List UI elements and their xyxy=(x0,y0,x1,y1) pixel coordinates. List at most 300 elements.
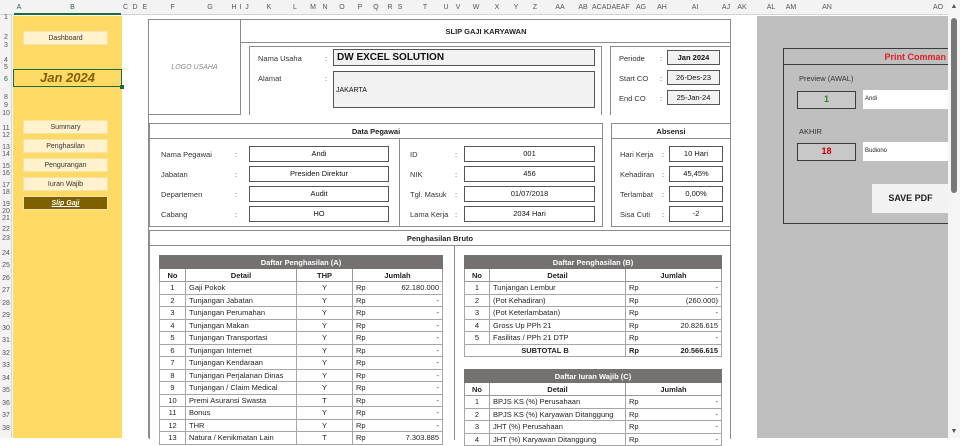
table-row xyxy=(160,382,443,395)
subtotal-label: SUBTOTAL B xyxy=(465,344,626,357)
row-detail: Gross Up PPh 21 xyxy=(490,319,626,332)
row-header-9[interactable]: 9 xyxy=(4,102,8,109)
row-header-14[interactable]: 14 xyxy=(2,151,10,158)
row-header-32[interactable]: 32 xyxy=(2,350,10,357)
table-row xyxy=(160,319,443,332)
department-label: Departemen xyxy=(161,190,203,199)
col-thp: THP xyxy=(297,269,353,282)
row-header-17[interactable]: 17 xyxy=(2,182,10,189)
work-days-value: 10 Hari xyxy=(669,146,723,162)
row-header-3[interactable]: 3 xyxy=(4,42,8,49)
row-currency: Rp xyxy=(626,282,656,295)
end-number-input[interactable]: 18 xyxy=(797,143,856,161)
column-header-bar xyxy=(0,0,948,15)
row-detail: Bonus xyxy=(186,407,297,420)
table-row xyxy=(160,369,443,382)
row-no: 8 xyxy=(160,369,186,382)
column-header-aj[interactable]: AJ xyxy=(721,4,731,11)
row-no: 4 xyxy=(465,319,490,332)
row-amount: - xyxy=(656,307,722,320)
join-date-label: Tgl. Masuk xyxy=(410,190,447,199)
row-detail: THR xyxy=(186,419,297,432)
period-selected-cell[interactable] xyxy=(13,69,122,87)
row-amount: (260.000) xyxy=(656,294,722,307)
employee-id-value: 001 xyxy=(464,146,595,162)
col-amount: Jumlah xyxy=(353,269,443,282)
row-thp: Y xyxy=(297,382,353,395)
row-no: 13 xyxy=(160,432,186,445)
income-a-caption: Daftar Penghasilan (A) xyxy=(160,256,443,269)
row-header-21[interactable]: 21 xyxy=(2,215,10,222)
row-detail: (Pot Kehadiran) xyxy=(490,294,626,307)
row-thp: Y xyxy=(297,419,353,432)
column-header-b[interactable]: B xyxy=(24,0,121,15)
column-header-r[interactable]: R xyxy=(387,4,393,11)
company-name-label: Nama Usaha xyxy=(258,54,302,63)
row-currency: Rp xyxy=(353,294,375,307)
employee-data-title: Data Pegawai xyxy=(150,124,602,139)
column-header-z[interactable]: Z xyxy=(532,4,538,11)
row-currency: Rp xyxy=(353,332,375,345)
end-label: AKHIR xyxy=(799,127,822,136)
table-row xyxy=(160,282,443,295)
row-amount: - xyxy=(656,421,722,434)
scroll-thumb[interactable] xyxy=(951,18,957,193)
column-header-i[interactable]: I xyxy=(239,4,242,11)
row-header-19[interactable]: 19 xyxy=(2,201,10,208)
periode-label: Periode xyxy=(619,54,645,63)
col-no: No xyxy=(465,383,490,396)
column-header-aa[interactable]: AA xyxy=(555,4,565,11)
row-header-13[interactable]: 13 xyxy=(2,144,10,151)
row-no: 9 xyxy=(160,382,186,395)
row-no: 1 xyxy=(465,396,490,409)
row-header-33[interactable]: 33 xyxy=(2,362,10,369)
row-header-28[interactable]: 28 xyxy=(2,300,10,307)
employee-name-label: Nama Pegawai xyxy=(161,150,212,159)
row-amount: 62.180.000 xyxy=(375,282,443,295)
colon: : xyxy=(662,190,665,199)
row-detail: Tunjangan Kendaraan xyxy=(186,357,297,370)
subtotal-amount: 20.566.615 xyxy=(656,344,722,357)
row-header-18[interactable]: 18 xyxy=(2,189,10,196)
department-value: Audit xyxy=(249,186,389,202)
colon: : xyxy=(455,190,458,199)
income-b-table xyxy=(464,255,722,357)
col-detail: Detail xyxy=(490,383,626,396)
column-header-g[interactable]: G xyxy=(207,4,213,11)
row-header-10[interactable]: 10 xyxy=(2,110,10,117)
row-currency: Rp xyxy=(353,382,375,395)
row-currency: Rp xyxy=(626,421,656,434)
colon: : xyxy=(660,94,663,103)
row-detail: BPJS KS (%) Perusahaan xyxy=(490,396,626,409)
row-no: 6 xyxy=(160,344,186,357)
attendance-title: Absensi xyxy=(612,124,730,139)
col-detail: Detail xyxy=(186,269,297,282)
company-info-box xyxy=(249,46,602,115)
period-value: Jan 2024 xyxy=(40,70,95,85)
row-no: 2 xyxy=(465,408,490,421)
row-header-30[interactable]: 30 xyxy=(2,325,10,332)
column-header-h[interactable]: H xyxy=(231,4,237,11)
colon: : xyxy=(235,190,238,199)
gross-income-section xyxy=(149,230,731,444)
tenure-label: Lama Kerja xyxy=(410,210,449,219)
row-header-29[interactable]: 29 xyxy=(2,312,10,319)
row-detail: JHT (%) Perusahaan xyxy=(490,421,626,434)
work-days-label: Hari Kerja xyxy=(620,150,654,159)
payslip-form xyxy=(148,19,731,444)
colon: : xyxy=(660,54,663,63)
nik-value: 456 xyxy=(464,166,595,182)
row-thp: Y xyxy=(297,319,353,332)
currency: Rp xyxy=(626,344,656,357)
row-detail: Tunjangan / Claim Medical xyxy=(186,382,297,395)
row-amount: - xyxy=(375,394,443,407)
column-header-f[interactable]: F xyxy=(170,4,175,11)
payslip-title: SLIP GAJI KARYAWAN xyxy=(241,20,731,43)
subtotal-row xyxy=(465,344,722,357)
row-amount: - xyxy=(375,407,443,420)
position-label: Jabatan xyxy=(161,170,188,179)
row-currency: Rp xyxy=(353,419,375,432)
row-header-27[interactable]: 27 xyxy=(2,287,10,294)
column-header-j[interactable]: J xyxy=(245,4,249,11)
row-currency: Rp xyxy=(353,407,375,420)
row-amount: - xyxy=(656,332,722,345)
row-thp: T xyxy=(297,432,353,445)
position-value: Presiden Direktur xyxy=(249,166,389,182)
colon: : xyxy=(660,74,663,83)
column-header-x[interactable]: X xyxy=(494,4,500,11)
employee-data-section xyxy=(149,123,603,227)
row-currency: Rp xyxy=(626,319,656,332)
row-no: 7 xyxy=(160,357,186,370)
attendance-rate-value: 45,45% xyxy=(669,166,723,182)
colon: : xyxy=(235,210,238,219)
divider xyxy=(399,139,400,227)
table-row xyxy=(465,294,722,307)
contribution-c-caption: Daftar Iuran Wajib (C) xyxy=(465,370,722,383)
row-amount: - xyxy=(375,307,443,320)
row-detail: JHT (%) Karyawan Ditanggung xyxy=(490,433,626,446)
row-no: 10 xyxy=(160,394,186,407)
row-header-12[interactable]: 12 xyxy=(2,132,10,139)
row-header-22[interactable]: 22 xyxy=(2,226,10,233)
row-detail: Tunjangan Lembur xyxy=(490,282,626,295)
select-all-corner[interactable] xyxy=(0,0,12,15)
column-header-n[interactable]: N xyxy=(322,4,328,11)
row-header-1[interactable]: 1 xyxy=(4,14,8,21)
row-detail: Natura / Kenikmatan Lain xyxy=(186,432,297,445)
table-row xyxy=(465,282,722,295)
table-row xyxy=(465,307,722,320)
row-no: 4 xyxy=(160,319,186,332)
join-date-value: 01/07/2018 xyxy=(464,186,595,202)
nav-slip-gaji-button[interactable]: Slip Gaji xyxy=(23,196,108,210)
row-detail: Gaji Pokok xyxy=(186,282,297,295)
column-header-ai[interactable]: AI xyxy=(691,4,699,11)
row-header-11[interactable]: 11 xyxy=(2,125,10,132)
nav-iuran-wajib-button[interactable]: Iuran Wajib xyxy=(23,177,108,191)
table-row xyxy=(465,433,722,446)
start-name-field: Andi xyxy=(863,90,949,109)
tenure-value: 2034 Hari xyxy=(464,206,595,222)
row-currency: Rp xyxy=(353,369,375,382)
colon: : xyxy=(325,54,328,63)
nik-label: NIK xyxy=(410,170,423,179)
row-detail: (Pot Keterlambatan) xyxy=(490,307,626,320)
row-detail: Tunjangan Perjalanan Dinas xyxy=(186,369,297,382)
row-detail: Fasilitas / PPh 21 DTP xyxy=(490,332,626,345)
table-row xyxy=(465,319,722,332)
row-no: 3 xyxy=(160,307,186,320)
row-amount: - xyxy=(656,282,722,295)
preview-start-label: Preview (AWAL) xyxy=(799,74,854,83)
column-header-ag[interactable]: AG xyxy=(635,4,647,11)
row-header-15[interactable]: 15 xyxy=(2,163,10,170)
col-detail: Detail xyxy=(490,269,626,282)
row-header-24[interactable]: 24 xyxy=(2,250,10,257)
row-amount: 7.303.885 xyxy=(375,432,443,445)
address-label: Alamat xyxy=(258,74,282,83)
row-currency: Rp xyxy=(626,294,656,307)
column-header-ao[interactable]: AO xyxy=(932,4,944,11)
row-header-25[interactable]: 25 xyxy=(2,262,10,269)
row-header-8[interactable]: 8 xyxy=(4,94,8,101)
row-header-31[interactable]: 31 xyxy=(2,337,10,344)
row-no: 1 xyxy=(160,282,186,295)
col-amount: Jumlah xyxy=(626,269,722,282)
row-amount: - xyxy=(375,344,443,357)
column-header-m[interactable]: M xyxy=(310,4,316,11)
income-b-caption: Daftar Penghasilan (B) xyxy=(465,256,722,269)
logo-placeholder: LOGO USAHA xyxy=(149,20,241,115)
row-header-2[interactable]: 2 xyxy=(4,34,8,41)
row-thp: Y xyxy=(297,357,353,370)
navigation-sidebar xyxy=(13,16,122,438)
row-header-5[interactable]: 5 xyxy=(4,64,8,71)
row-currency: Rp xyxy=(353,432,375,445)
row-header-38[interactable]: 38 xyxy=(2,425,10,432)
row-thp: Y xyxy=(297,307,353,320)
column-header-p[interactable]: P xyxy=(357,4,363,11)
row-header-16[interactable]: 16 xyxy=(2,170,10,177)
start-number-input[interactable]: 1 xyxy=(797,91,856,109)
colon: : xyxy=(455,210,458,219)
row-header-34[interactable]: 34 xyxy=(2,375,10,382)
row-detail: Tunjangan Internet xyxy=(186,344,297,357)
row-amount: - xyxy=(375,332,443,345)
column-header-t[interactable]: T xyxy=(422,4,428,11)
branch-label: Cabang xyxy=(161,210,188,219)
leave-balance-label: Sisa Cuti xyxy=(620,210,651,219)
column-header-d[interactable]: D xyxy=(132,4,138,11)
column-header-c[interactable]: C xyxy=(122,4,129,11)
row-amount: - xyxy=(656,408,722,421)
print-command-panel xyxy=(783,48,948,224)
fill-handle[interactable] xyxy=(120,85,124,89)
end-co-label: End CO xyxy=(619,94,646,103)
row-detail: Premi Asuransi Swasta xyxy=(186,394,297,407)
table-row xyxy=(160,357,443,370)
table-row xyxy=(465,408,722,421)
column-header-l[interactable]: L xyxy=(293,4,297,11)
row-thp: Y xyxy=(297,294,353,307)
nav-penghasilan-button[interactable]: Penghasilan xyxy=(23,139,108,153)
column-header-al[interactable]: AL xyxy=(766,4,776,11)
row-amount: - xyxy=(375,369,443,382)
table-row xyxy=(465,332,722,345)
start-co-value: 26-Des-23 xyxy=(667,70,720,85)
row-no: 5 xyxy=(465,332,490,345)
table-row xyxy=(160,419,443,432)
employee-name-value: Andi xyxy=(249,146,389,162)
row-currency: Rp xyxy=(626,307,656,320)
row-no: 2 xyxy=(465,294,490,307)
row-currency: Rp xyxy=(353,357,375,370)
row-currency: Rp xyxy=(626,408,656,421)
row-thp: Y xyxy=(297,332,353,345)
col-amount: Jumlah xyxy=(626,383,722,396)
attendance-section xyxy=(611,123,731,227)
row-thp: Y xyxy=(297,344,353,357)
row-no: 11 xyxy=(160,407,186,420)
column-header-am[interactable]: AM xyxy=(785,4,797,11)
row-amount: - xyxy=(656,433,722,446)
column-header-s[interactable]: S xyxy=(397,4,403,11)
row-detail: Tunjangan Makan xyxy=(186,319,297,332)
period-info-box xyxy=(610,46,731,115)
divider xyxy=(454,246,455,440)
row-amount: - xyxy=(375,294,443,307)
row-header-36[interactable]: 36 xyxy=(2,400,10,407)
row-no: 3 xyxy=(465,307,490,320)
column-header-e[interactable]: E xyxy=(142,4,148,11)
column-header-ah[interactable]: AH xyxy=(657,4,667,11)
colon: : xyxy=(662,150,665,159)
col-no: No xyxy=(160,269,186,282)
row-amount: 20.826.615 xyxy=(656,319,722,332)
row-header-37[interactable]: 37 xyxy=(2,412,10,419)
row-currency: Rp xyxy=(626,396,656,409)
end-name-field: Budiono xyxy=(863,142,949,161)
attendance-rate-label: Kehadiran xyxy=(620,170,655,179)
colon: : xyxy=(235,170,238,179)
row-no: 3 xyxy=(465,421,490,434)
table-row xyxy=(465,396,722,409)
employee-id-label: ID xyxy=(410,150,418,159)
col-no: No xyxy=(465,269,490,282)
save-pdf-button[interactable]: SAVE PDF xyxy=(872,184,949,213)
column-header-y[interactable]: Y xyxy=(513,4,519,11)
column-header-ak[interactable]: AK xyxy=(737,4,747,11)
leave-balance-value: -2 xyxy=(669,206,723,222)
row-header-20[interactable]: 20 xyxy=(2,208,10,215)
colon: : xyxy=(455,170,458,179)
row-header-26[interactable]: 26 xyxy=(2,275,10,282)
scroll-down-icon[interactable]: ▼ xyxy=(950,428,958,435)
gross-income-title: Penghasilan Bruto xyxy=(150,231,730,246)
dashboard-button[interactable]: Dashboard xyxy=(23,31,108,45)
row-currency: Rp xyxy=(626,332,656,345)
row-currency: Rp xyxy=(353,282,375,295)
start-co-label: Start CO xyxy=(619,74,649,83)
column-header-a[interactable]: A xyxy=(14,0,24,15)
end-co-value: 25-Jan-24 xyxy=(667,90,720,105)
row-currency: Rp xyxy=(353,307,375,320)
row-thp: Y xyxy=(297,407,353,420)
nav-summary-button[interactable]: Summary xyxy=(23,120,108,134)
column-header-w[interactable]: W xyxy=(472,4,480,11)
colon: : xyxy=(325,74,328,83)
vertical-scrollbar[interactable] xyxy=(948,0,960,438)
address-value: JAKARTA xyxy=(333,71,595,108)
column-header-k[interactable]: K xyxy=(266,4,272,11)
row-header-bar xyxy=(0,15,12,438)
row-amount: - xyxy=(656,396,722,409)
row-no: 1 xyxy=(465,282,490,295)
income-a-table xyxy=(159,255,443,445)
branch-value: HO xyxy=(249,206,389,222)
table-row xyxy=(160,407,443,420)
row-detail: Tunjangan Perumahan xyxy=(186,307,297,320)
row-header-35[interactable]: 35 xyxy=(2,387,10,394)
row-thp: T xyxy=(297,394,353,407)
row-detail: BPJS KS (%) Karyawan Ditanggung xyxy=(490,408,626,421)
row-currency: Rp xyxy=(353,394,375,407)
row-currency: Rp xyxy=(353,344,375,357)
column-header-v[interactable]: V xyxy=(455,4,461,11)
column-header-u[interactable]: U xyxy=(443,4,449,11)
row-currency: Rp xyxy=(353,319,375,332)
table-row xyxy=(160,307,443,320)
table-row xyxy=(160,294,443,307)
column-header-acadaeaf[interactable]: ACADAEAF xyxy=(592,4,630,11)
scroll-up-icon[interactable]: ▲ xyxy=(950,3,958,10)
table-row xyxy=(160,332,443,345)
print-command-title: Print Comman xyxy=(784,49,948,65)
late-rate-label: Terlambat xyxy=(620,190,653,199)
row-amount: - xyxy=(375,419,443,432)
colon: : xyxy=(455,150,458,159)
periode-value: Jan 2024 xyxy=(667,50,720,65)
nav-pengurangan-button[interactable]: Pengurangan xyxy=(23,158,108,172)
row-thp: Y xyxy=(297,282,353,295)
contribution-c-table xyxy=(464,369,722,446)
row-header-6[interactable]: 6 xyxy=(4,76,8,83)
table-row xyxy=(160,344,443,357)
column-header-an[interactable]: AN xyxy=(822,4,832,11)
row-amount: - xyxy=(375,357,443,370)
column-header-ab[interactable]: AB xyxy=(578,4,588,11)
column-header-q[interactable]: Q xyxy=(373,4,379,11)
table-row xyxy=(465,421,722,434)
row-amount: - xyxy=(375,319,443,332)
colon: : xyxy=(662,210,665,219)
row-no: 2 xyxy=(160,294,186,307)
row-detail: Tunjangan Transportasi xyxy=(186,332,297,345)
row-header-4[interactable]: 4 xyxy=(4,57,8,64)
row-no: 12 xyxy=(160,419,186,432)
table-row xyxy=(160,432,443,445)
row-header-23[interactable]: 23 xyxy=(2,235,10,242)
column-header-o[interactable]: O xyxy=(339,4,345,11)
row-currency: Rp xyxy=(626,433,656,446)
row-amount: - xyxy=(375,382,443,395)
company-name-value: DW EXCEL SOLUTION xyxy=(333,49,595,66)
